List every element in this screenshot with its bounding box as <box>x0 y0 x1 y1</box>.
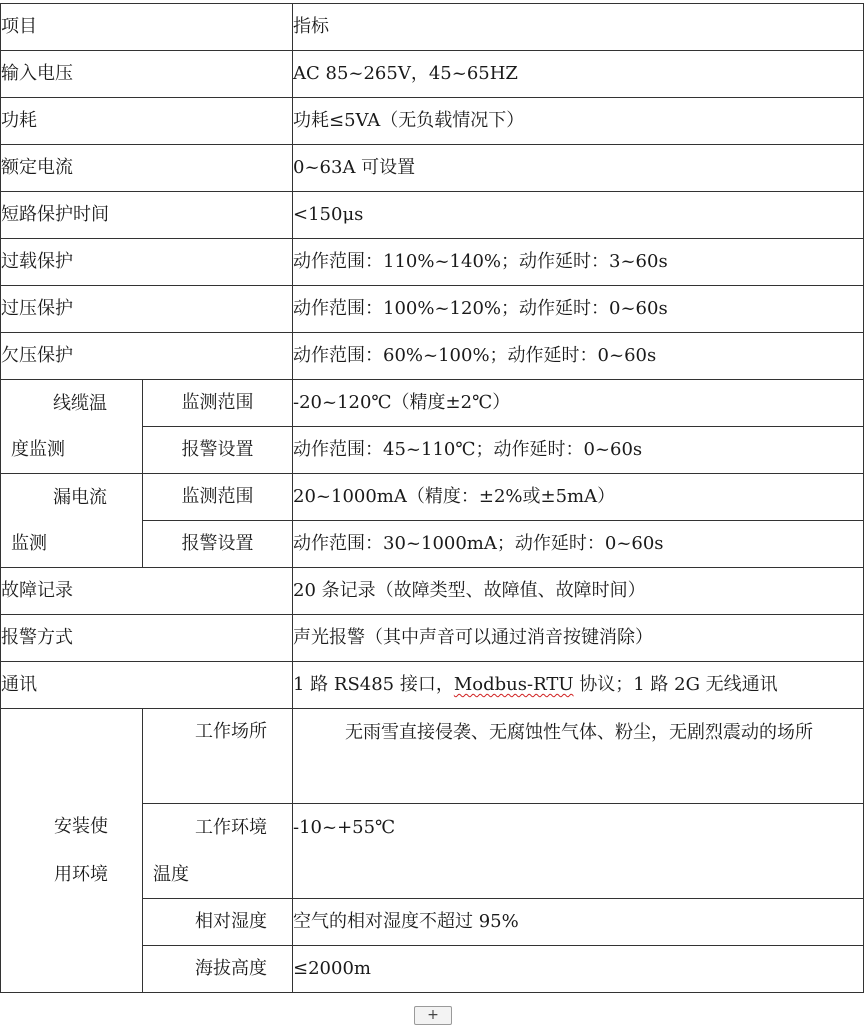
header-spec-cell: 指标 <box>293 4 864 51</box>
install-label-line2: 用环境 <box>54 863 108 885</box>
comm-value-suffix: 协议；1 路 2G 无线通讯 <box>573 674 778 695</box>
table-row <box>1 380 864 427</box>
table-row <box>1 333 864 380</box>
table-row <box>1 568 864 615</box>
row-value: 功耗≤5VA（无负载情况下） <box>293 98 864 145</box>
leakage-label-line1: 漏电流 <box>53 486 107 508</box>
row-value: 动作范围：60%~100%；动作延时：0~60s <box>293 333 864 380</box>
table-row <box>1 286 864 333</box>
row-value: -10~+55℃ <box>293 804 864 899</box>
table-row <box>1 192 864 239</box>
row-value: 20~1000mA（精度：±2%或±5mA） <box>293 474 864 521</box>
table-row <box>1 145 864 192</box>
table-row <box>1 51 864 98</box>
row-label: 过载保护 <box>1 239 293 286</box>
row-value: 空气的相对湿度不超过 95% <box>293 899 864 946</box>
row-value: -20~120℃（精度±2℃） <box>293 380 864 427</box>
row-value: 动作范围：45~110℃；动作延时：0~60s <box>293 427 864 474</box>
row-value: 声光报警（其中声音可以通过消音按键消除） <box>293 615 864 662</box>
row-label: 故障记录 <box>1 568 293 615</box>
leakage-label-line2: 监测 <box>11 532 47 554</box>
install-group-label <box>1 709 143 993</box>
cable-temp-label-line2: 度监测 <box>11 438 65 460</box>
row-label: 通讯 <box>1 662 293 709</box>
row-value: <150μs <box>293 192 864 239</box>
row-value: 20 条记录（故障类型、故障值、故障时间） <box>293 568 864 615</box>
row-label: 功耗 <box>1 98 293 145</box>
work-temp-label-line2: 温度 <box>153 864 189 885</box>
spec-table <box>0 3 864 993</box>
table-row <box>1 662 864 709</box>
sub-label-multiline <box>143 804 293 899</box>
comm-value-prefix: 1 路 RS485 接口， <box>293 674 454 695</box>
table-row <box>1 474 864 521</box>
header-item-cell: 项目 <box>1 4 293 51</box>
row-label: 过压保护 <box>1 286 293 333</box>
cable-temp-group-label <box>1 380 143 474</box>
row-label: 短路保护时间 <box>1 192 293 239</box>
sub-label: 工作场所 <box>143 709 293 804</box>
row-value <box>293 662 864 709</box>
row-value: 0~63A 可设置 <box>293 145 864 192</box>
row-value: 无雨雪直接侵袭、无腐蚀性气体、粉尘，无剧烈震动的场所 <box>293 709 864 804</box>
row-value: AC 85~265V，45~65HZ <box>293 51 864 98</box>
row-value: 动作范围：30~1000mA；动作延时：0~60s <box>293 521 864 568</box>
table-row <box>1 615 864 662</box>
sub-label: 监测范围 <box>143 380 293 427</box>
table-row <box>1 709 864 804</box>
table-header-row <box>1 4 864 51</box>
sub-label: 监测范围 <box>143 474 293 521</box>
add-row-button[interactable]: + <box>414 1006 452 1025</box>
cable-temp-label-line1: 线缆温 <box>53 392 107 414</box>
row-label: 额定电流 <box>1 145 293 192</box>
row-value: ≤2000m <box>293 946 864 993</box>
table-row <box>1 98 864 145</box>
work-temp-label-line1: 工作环境 <box>195 817 267 838</box>
sub-label: 报警设置 <box>143 427 293 474</box>
row-label: 欠压保护 <box>1 333 293 380</box>
row-label: 输入电压 <box>1 51 293 98</box>
row-value: 动作范围：100%~120%；动作延时：0~60s <box>293 286 864 333</box>
table-row <box>1 239 864 286</box>
row-value: 动作范围：110%~140%；动作延时：3~60s <box>293 239 864 286</box>
sub-label: 相对湿度 <box>143 899 293 946</box>
spellcheck-flagged-text[interactable]: Modbus-RTU <box>453 674 574 695</box>
row-label: 报警方式 <box>1 615 293 662</box>
install-label-line1: 安装使 <box>54 815 108 837</box>
sub-label: 报警设置 <box>143 521 293 568</box>
sub-label: 海拔高度 <box>143 946 293 993</box>
leakage-group-label <box>1 474 143 568</box>
